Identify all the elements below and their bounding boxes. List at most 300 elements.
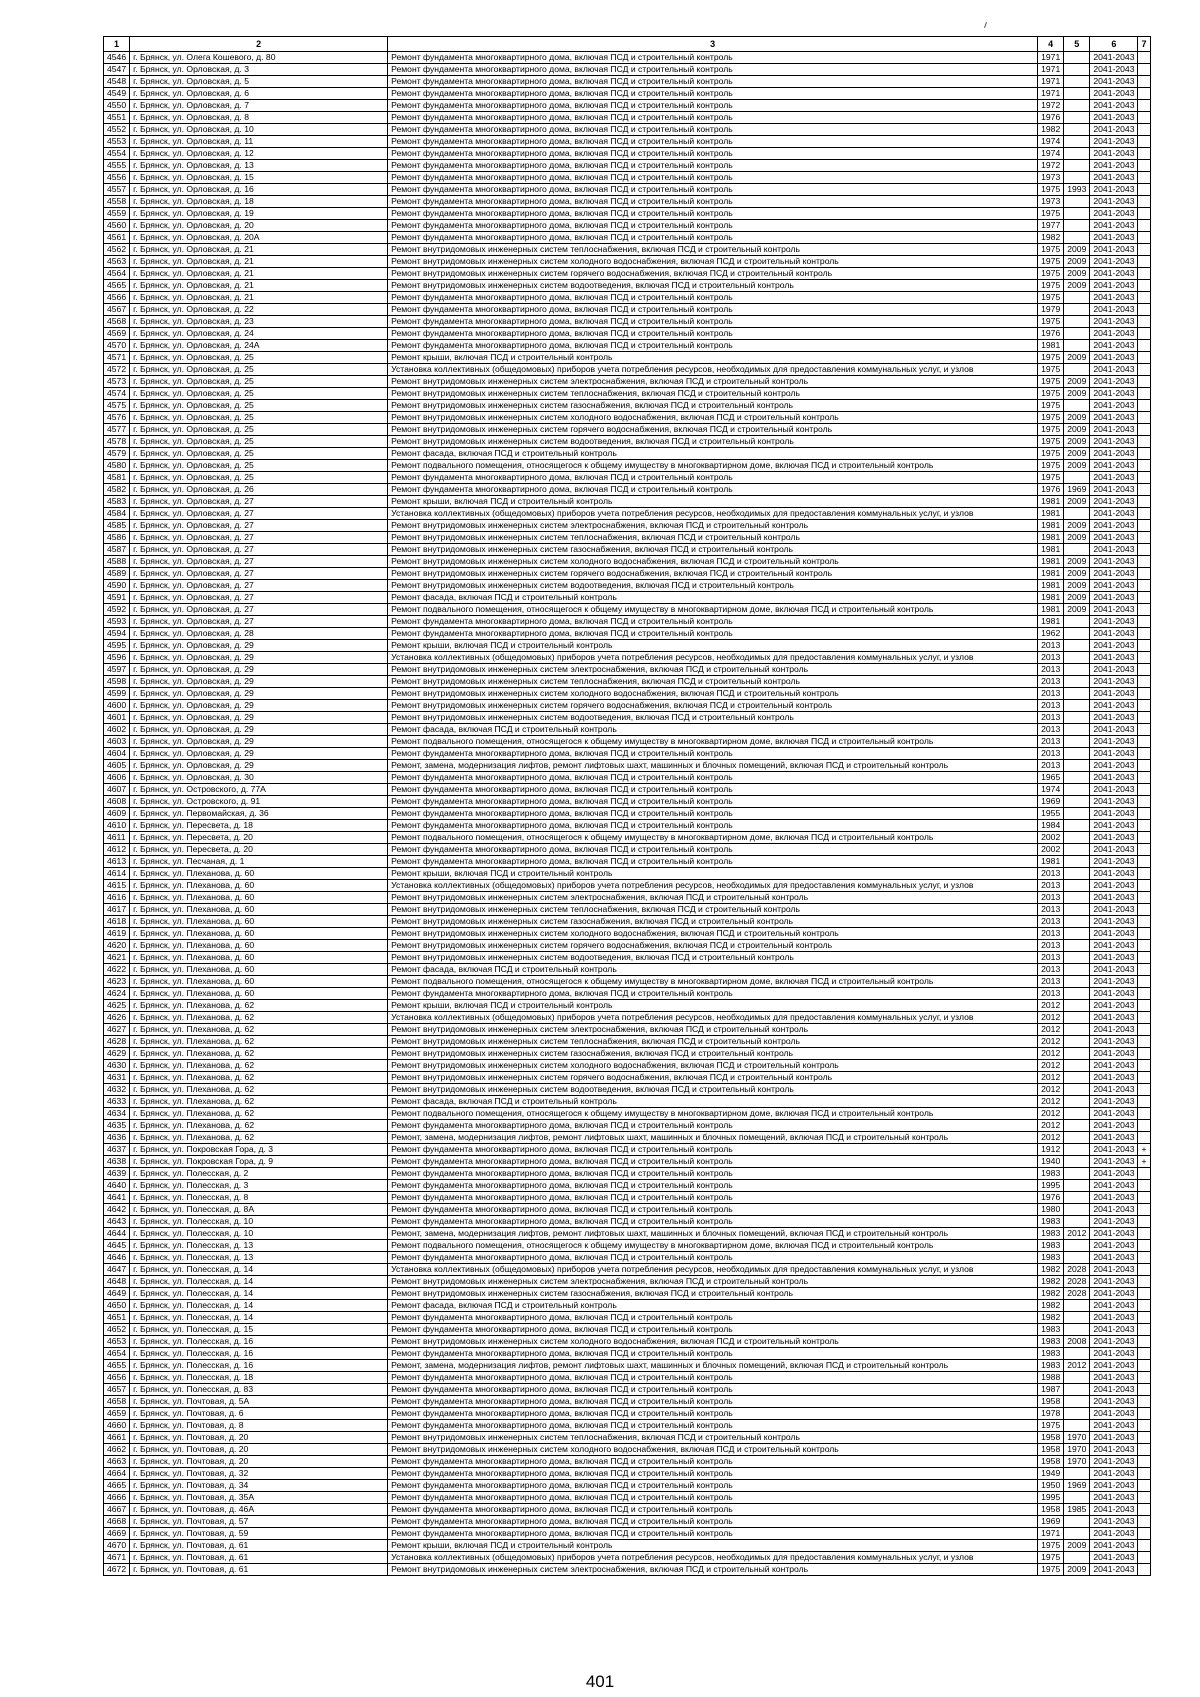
- work-type-cell: Ремонт внутридомовых инженерных систем теплоснабжения, включая ПСД и строительный контроль: [388, 1036, 1038, 1048]
- built-year-cell: 1975: [1038, 268, 1064, 280]
- built-year-cell: 1975: [1038, 316, 1064, 328]
- built-year-cell: 2013: [1038, 916, 1064, 928]
- repair-year-cell: [1064, 1324, 1090, 1336]
- repair-year-cell: [1064, 1216, 1090, 1228]
- repair-year-cell: [1064, 868, 1090, 880]
- address-cell: г. Брянск, ул. Почтовая, д. 61: [130, 1564, 388, 1576]
- planned-period-cell: 2041-2043: [1090, 832, 1138, 844]
- table-row: [104, 736, 1151, 748]
- table-row: [104, 508, 1151, 520]
- repair-year-cell: [1064, 1180, 1090, 1192]
- mark-cell: [1138, 1084, 1150, 1096]
- planned-period-cell: 2041-2043: [1090, 268, 1138, 280]
- mark-cell: [1138, 160, 1150, 172]
- work-type-cell: Ремонт внутридомовых инженерных систем водоотведения, включая ПСД и строительный контроль: [388, 1084, 1038, 1096]
- repair-year-cell: [1064, 1108, 1090, 1120]
- built-year-cell: 1976: [1038, 112, 1064, 124]
- repair-year-cell: [1064, 544, 1090, 556]
- address-cell: г. Брянск, ул. Орловская, д. 27: [130, 508, 388, 520]
- repair-year-cell: 2009: [1064, 280, 1090, 292]
- address-cell: г. Брянск, ул. Плеханова, д. 62: [130, 1036, 388, 1048]
- row-number-cell: 4558: [104, 196, 130, 208]
- row-number-cell: 4563: [104, 256, 130, 268]
- repair-year-cell: 2009: [1064, 448, 1090, 460]
- planned-period-cell: 2041-2043: [1090, 280, 1138, 292]
- built-year-cell: 1983: [1038, 1348, 1064, 1360]
- work-type-cell: Ремонт фундамента многоквартирного дома, включая ПСД и строительный контроль: [388, 1384, 1038, 1396]
- address-cell: г. Брянск, ул. Орловская, д. 25: [130, 448, 388, 460]
- row-number-cell: 4566: [104, 292, 130, 304]
- header-cell-1: 1: [104, 37, 130, 52]
- table-row: [104, 1072, 1151, 1084]
- repair-year-cell: [1064, 736, 1090, 748]
- planned-period-cell: 2041-2043: [1090, 820, 1138, 832]
- work-type-cell: Ремонт внутридомовых инженерных систем холодного водоснабжения, включая ПСД и строительный контроль: [388, 1336, 1038, 1348]
- table-row: [104, 712, 1151, 724]
- built-year-cell: 1958: [1038, 1444, 1064, 1456]
- row-number-cell: 4600: [104, 700, 130, 712]
- planned-period-cell: 2041-2043: [1090, 1312, 1138, 1324]
- work-type-cell: Ремонт фундамента многоквартирного дома, включая ПСД и строительный контроль: [388, 1528, 1038, 1540]
- mark-cell: [1138, 928, 1150, 940]
- work-type-cell: Ремонт внутридомовых инженерных систем водоотведения, включая ПСД и строительный контроль: [388, 712, 1038, 724]
- work-type-cell: Ремонт фундамента многоквартирного дома, включая ПСД и строительный контроль: [388, 472, 1038, 484]
- header-cell-5: 5: [1064, 37, 1090, 52]
- built-year-cell: 1955: [1038, 808, 1064, 820]
- row-number-cell: 4573: [104, 376, 130, 388]
- table-row: [104, 1552, 1151, 1564]
- table-row: [104, 1324, 1151, 1336]
- mark-cell: [1138, 1456, 1150, 1468]
- mark-cell: [1138, 412, 1150, 424]
- row-number-cell: 4647: [104, 1264, 130, 1276]
- address-cell: г. Брянск, ул. Почтовая, д. 20: [130, 1432, 388, 1444]
- address-cell: г. Брянск, ул. Плеханова, д. 62: [130, 1120, 388, 1132]
- planned-period-cell: 2041-2043: [1090, 1288, 1138, 1300]
- address-cell: г. Брянск, ул. Олега Кошевого, д. 80: [130, 52, 388, 64]
- planned-period-cell: 2041-2043: [1090, 304, 1138, 316]
- planned-period-cell: 2041-2043: [1090, 1300, 1138, 1312]
- table-row: [104, 472, 1151, 484]
- row-number-cell: 4646: [104, 1252, 130, 1264]
- row-number-cell: 4672: [104, 1564, 130, 1576]
- address-cell: г. Брянск, ул. Полесская, д. 14: [130, 1300, 388, 1312]
- address-cell: г. Брянск, ул. Плеханова, д. 60: [130, 964, 388, 976]
- repair-year-cell: 2009: [1064, 256, 1090, 268]
- table-row: [104, 796, 1151, 808]
- built-year-cell: 2013: [1038, 880, 1064, 892]
- mark-cell: [1138, 1072, 1150, 1084]
- planned-period-cell: 2041-2043: [1090, 1372, 1138, 1384]
- built-year-cell: 2013: [1038, 748, 1064, 760]
- mark-cell: [1138, 964, 1150, 976]
- row-number-cell: 4568: [104, 316, 130, 328]
- work-type-cell: Ремонт фундамента многоквартирного дома, включая ПСД и строительный контроль: [388, 1168, 1038, 1180]
- address-cell: г. Брянск, ул. Почтовая, д. 32: [130, 1468, 388, 1480]
- planned-period-cell: 2041-2043: [1090, 1060, 1138, 1072]
- built-year-cell: 2012: [1038, 1060, 1064, 1072]
- table-row: [104, 1204, 1151, 1216]
- mark-cell: [1138, 1108, 1150, 1120]
- repair-year-cell: [1064, 292, 1090, 304]
- work-type-cell: Ремонт внутридомовых инженерных систем холодного водоснабжения, включая ПСД и строительный контроль: [388, 688, 1038, 700]
- work-type-cell: Ремонт фундамента многоквартирного дома, включая ПСД и строительный контроль: [388, 1480, 1038, 1492]
- mark-cell: [1138, 604, 1150, 616]
- planned-period-cell: 2041-2043: [1090, 1156, 1138, 1168]
- address-cell: г. Брянск, ул. Орловская, д. 25: [130, 364, 388, 376]
- built-year-cell: 1958: [1038, 1432, 1064, 1444]
- work-type-cell: Ремонт внутридомовых инженерных систем горячего водоснабжения, включая ПСД и строительный контроль: [388, 700, 1038, 712]
- work-type-cell: Ремонт фундамента многоквартирного дома, включая ПСД и строительный контроль: [388, 1468, 1038, 1480]
- work-type-cell: Ремонт подвального помещения, относящегося к общему имуществу в многоквартирном доме, включая ПСД и строительный контроль: [388, 736, 1038, 748]
- row-number-cell: 4571: [104, 352, 130, 364]
- row-number-cell: 4665: [104, 1480, 130, 1492]
- built-year-cell: 1981: [1038, 604, 1064, 616]
- mark-cell: [1138, 976, 1150, 988]
- built-year-cell: 1974: [1038, 136, 1064, 148]
- table-row: [104, 1192, 1151, 1204]
- work-type-cell: Ремонт, замена, модернизация лифтов, ремонт лифтовых шахт, машинных и блочных помещений, включая ПСД и строительный контроль: [388, 1228, 1038, 1240]
- built-year-cell: 1981: [1038, 556, 1064, 568]
- mark-cell: [1138, 184, 1150, 196]
- built-year-cell: 1983: [1038, 1216, 1064, 1228]
- planned-period-cell: 2041-2043: [1090, 1048, 1138, 1060]
- built-year-cell: 2012: [1038, 1096, 1064, 1108]
- repair-year-cell: 2012: [1064, 1228, 1090, 1240]
- mark-cell: [1138, 196, 1150, 208]
- repair-year-cell: [1064, 640, 1090, 652]
- built-year-cell: 2013: [1038, 952, 1064, 964]
- planned-period-cell: 2041-2043: [1090, 520, 1138, 532]
- built-year-cell: 1975: [1038, 280, 1064, 292]
- work-type-cell: Ремонт фундамента многоквартирного дома, включая ПСД и строительный контроль: [388, 1324, 1038, 1336]
- work-type-cell: Ремонт внутридомовых инженерных систем теплоснабжения, включая ПСД и строительный контроль: [388, 1432, 1038, 1444]
- row-number-cell: 4618: [104, 916, 130, 928]
- built-year-cell: 2013: [1038, 712, 1064, 724]
- table-row: [104, 688, 1151, 700]
- table-row: [104, 1264, 1151, 1276]
- repair-year-cell: [1064, 700, 1090, 712]
- table-row: [104, 1276, 1151, 1288]
- planned-period-cell: 2041-2043: [1090, 1516, 1138, 1528]
- table-row: [104, 112, 1151, 124]
- mark-cell: [1138, 304, 1150, 316]
- row-number-cell: 4576: [104, 412, 130, 424]
- repair-year-cell: [1064, 64, 1090, 76]
- repair-year-cell: [1064, 340, 1090, 352]
- table-row: [104, 1168, 1151, 1180]
- mark-cell: [1138, 628, 1150, 640]
- row-number-cell: 4636: [104, 1132, 130, 1144]
- repair-year-cell: [1064, 196, 1090, 208]
- row-number-cell: 4639: [104, 1168, 130, 1180]
- planned-period-cell: 2041-2043: [1090, 1120, 1138, 1132]
- work-type-cell: Ремонт фундамента многоквартирного дома, включая ПСД и строительный контроль: [388, 1372, 1038, 1384]
- built-year-cell: 1982: [1038, 1264, 1064, 1276]
- table-row: [104, 1036, 1151, 1048]
- work-type-cell: Установка коллективных (общедомовых) приборов учета потребления ресурсов, необходимых для предоставления коммунальных услуг, и узлов: [388, 508, 1038, 520]
- row-number-cell: 4619: [104, 928, 130, 940]
- work-type-cell: Ремонт подвального помещения, относящегося к общему имуществу в многоквартирном доме, включая ПСД и строительный контроль: [388, 976, 1038, 988]
- table-row: [104, 64, 1151, 76]
- table-row: [104, 1288, 1151, 1300]
- work-type-cell: Ремонт фундамента многоквартирного дома, включая ПСД и строительный контроль: [388, 76, 1038, 88]
- table-row: [104, 1012, 1151, 1024]
- mark-cell: [1138, 784, 1150, 796]
- header-cell-7: 7: [1138, 37, 1150, 52]
- repair-year-cell: [1064, 880, 1090, 892]
- built-year-cell: 1987: [1038, 1384, 1064, 1396]
- table-row: [104, 1528, 1151, 1540]
- built-year-cell: 1983: [1038, 1240, 1064, 1252]
- repair-year-cell: [1064, 652, 1090, 664]
- work-type-cell: Ремонт фасада, включая ПСД и строительный контроль: [388, 964, 1038, 976]
- planned-period-cell: 2041-2043: [1090, 988, 1138, 1000]
- planned-period-cell: 2041-2043: [1090, 148, 1138, 160]
- work-type-cell: Ремонт фундамента многоквартирного дома, включая ПСД и строительный контроль: [388, 160, 1038, 172]
- planned-period-cell: 2041-2043: [1090, 1252, 1138, 1264]
- row-number-cell: 4612: [104, 844, 130, 856]
- address-cell: г. Брянск, ул. Пересвета, д. 18: [130, 820, 388, 832]
- repair-year-cell: [1064, 1240, 1090, 1252]
- row-number-cell: 4565: [104, 280, 130, 292]
- planned-period-cell: 2041-2043: [1090, 88, 1138, 100]
- address-cell: г. Брянск, ул. Почтовая, д. 57: [130, 1516, 388, 1528]
- row-number-cell: 4621: [104, 952, 130, 964]
- planned-period-cell: 2041-2043: [1090, 1108, 1138, 1120]
- built-year-cell: 1971: [1038, 1528, 1064, 1540]
- table-row: [104, 1540, 1151, 1552]
- work-type-cell: Ремонт фундамента многоквартирного дома, включая ПСД и строительный контроль: [388, 112, 1038, 124]
- repair-year-cell: [1064, 712, 1090, 724]
- table-row: [104, 220, 1151, 232]
- built-year-cell: 1975: [1038, 388, 1064, 400]
- table-row: [104, 880, 1151, 892]
- built-year-cell: 2013: [1038, 928, 1064, 940]
- header-cell-3: 3: [388, 37, 1038, 52]
- planned-period-cell: 2041-2043: [1090, 1480, 1138, 1492]
- mark-cell: [1138, 1564, 1150, 1576]
- repair-year-cell: 2009: [1064, 1540, 1090, 1552]
- work-type-cell: Ремонт фундамента многоквартирного дома, включая ПСД и строительный контроль: [388, 1396, 1038, 1408]
- mark-cell: [1138, 496, 1150, 508]
- row-number-cell: 4654: [104, 1348, 130, 1360]
- row-number-cell: 4653: [104, 1336, 130, 1348]
- planned-period-cell: 2041-2043: [1090, 556, 1138, 568]
- address-cell: г. Брянск, ул. Орловская, д. 27: [130, 520, 388, 532]
- row-number-cell: 4660: [104, 1420, 130, 1432]
- work-type-cell: Ремонт фундамента многоквартирного дома, включая ПСД и строительный контроль: [388, 316, 1038, 328]
- mark-cell: [1138, 1036, 1150, 1048]
- built-year-cell: 1983: [1038, 1360, 1064, 1372]
- built-year-cell: 1975: [1038, 292, 1064, 304]
- work-type-cell: Ремонт фундамента многоквартирного дома, включая ПСД и строительный контроль: [388, 232, 1038, 244]
- planned-period-cell: 2041-2043: [1090, 460, 1138, 472]
- work-type-cell: Ремонт фундамента многоквартирного дома, включая ПСД и строительный контроль: [388, 784, 1038, 796]
- address-cell: г. Брянск, ул. Орловская, д. 10: [130, 124, 388, 136]
- mark-cell: [1138, 1288, 1150, 1300]
- planned-period-cell: 2041-2043: [1090, 784, 1138, 796]
- work-type-cell: Ремонт подвального помещения, относящегося к общему имуществу в многоквартирном доме, включая ПСД и строительный контроль: [388, 1108, 1038, 1120]
- built-year-cell: 1981: [1038, 544, 1064, 556]
- mark-cell: [1138, 376, 1150, 388]
- planned-period-cell: 2041-2043: [1090, 184, 1138, 196]
- repair-year-cell: [1064, 1000, 1090, 1012]
- address-cell: г. Брянск, ул. Плеханова, д. 60: [130, 868, 388, 880]
- mark-cell: [1138, 388, 1150, 400]
- work-type-cell: Ремонт фундамента многоквартирного дома, включая ПСД и строительный контроль: [388, 1312, 1038, 1324]
- planned-period-cell: 2041-2043: [1090, 964, 1138, 976]
- built-year-cell: 1988: [1038, 1372, 1064, 1384]
- table-row: [104, 100, 1151, 112]
- table-row: [104, 148, 1151, 160]
- work-type-cell: Ремонт фундамента многоквартирного дома, включая ПСД и строительный контроль: [388, 1348, 1038, 1360]
- planned-period-cell: 2041-2043: [1090, 172, 1138, 184]
- table-row: [104, 1444, 1151, 1456]
- work-type-cell: Ремонт фундамента многоквартирного дома, включая ПСД и строительный контроль: [388, 616, 1038, 628]
- built-year-cell: 1974: [1038, 784, 1064, 796]
- repair-year-cell: [1064, 112, 1090, 124]
- work-type-cell: Ремонт подвального помещения, относящегося к общему имуществу в многоквартирном доме, включая ПСД и строительный контроль: [388, 832, 1038, 844]
- planned-period-cell: 2041-2043: [1090, 1084, 1138, 1096]
- work-type-cell: Ремонт внутридомовых инженерных систем водоотведения, включая ПСД и строительный контроль: [388, 280, 1038, 292]
- mark-cell: [1138, 172, 1150, 184]
- row-number-cell: 4564: [104, 268, 130, 280]
- mark-cell: [1138, 328, 1150, 340]
- repair-year-cell: 2009: [1064, 388, 1090, 400]
- work-type-cell: Ремонт внутридомовых инженерных систем водоотведения, включая ПСД и строительный контроль: [388, 436, 1038, 448]
- mark-cell: [1138, 364, 1150, 376]
- table-row: [104, 1396, 1151, 1408]
- address-cell: г. Брянск, ул. Полесская, д. 83: [130, 1384, 388, 1396]
- row-number-cell: 4560: [104, 220, 130, 232]
- mark-cell: [1138, 1252, 1150, 1264]
- address-cell: г. Брянск, ул. Орловская, д. 5: [130, 76, 388, 88]
- built-year-cell: 1981: [1038, 532, 1064, 544]
- work-type-cell: Ремонт внутридомовых инженерных систем холодного водоснабжения, включая ПСД и строительный контроль: [388, 556, 1038, 568]
- repair-year-cell: [1064, 976, 1090, 988]
- repair-year-cell: [1064, 724, 1090, 736]
- mark-cell: [1138, 1432, 1150, 1444]
- table-row: [104, 1144, 1151, 1156]
- planned-period-cell: 2041-2043: [1090, 700, 1138, 712]
- mark-cell: [1138, 220, 1150, 232]
- address-cell: г. Брянск, ул. Плеханова, д. 62: [130, 1048, 388, 1060]
- built-year-cell: 1973: [1038, 196, 1064, 208]
- table-row: [104, 856, 1151, 868]
- repair-year-cell: [1064, 748, 1090, 760]
- row-number-cell: 4661: [104, 1432, 130, 1444]
- repair-year-cell: [1064, 628, 1090, 640]
- built-year-cell: 1975: [1038, 1540, 1064, 1552]
- row-number-cell: 4553: [104, 136, 130, 148]
- mark-cell: [1138, 1396, 1150, 1408]
- built-year-cell: 1995: [1038, 1492, 1064, 1504]
- mark-cell: [1138, 1024, 1150, 1036]
- row-number-cell: 4570: [104, 340, 130, 352]
- row-number-cell: 4595: [104, 640, 130, 652]
- built-year-cell: 2013: [1038, 676, 1064, 688]
- repair-year-cell: [1064, 1012, 1090, 1024]
- repair-year-cell: [1064, 844, 1090, 856]
- mark-cell: [1138, 952, 1150, 964]
- mark-cell: [1138, 1384, 1150, 1396]
- planned-period-cell: 2041-2043: [1090, 1564, 1138, 1576]
- table-row: [104, 1228, 1151, 1240]
- mark-cell: [1138, 580, 1150, 592]
- repair-year-cell: [1064, 784, 1090, 796]
- built-year-cell: 2013: [1038, 688, 1064, 700]
- work-type-cell: Ремонт фундамента многоквартирного дома, включая ПСД и строительный контроль: [388, 1516, 1038, 1528]
- mark-cell: [1138, 664, 1150, 676]
- repair-year-cell: 2009: [1064, 412, 1090, 424]
- built-year-cell: 2012: [1038, 1012, 1064, 1024]
- table-row: [104, 436, 1151, 448]
- repair-year-cell: [1064, 796, 1090, 808]
- table-row: [104, 1120, 1151, 1132]
- table-row: [104, 172, 1151, 184]
- address-cell: г. Брянск, ул. Плеханова, д. 62: [130, 1000, 388, 1012]
- mark-cell: [1138, 844, 1150, 856]
- built-year-cell: 1983: [1038, 1336, 1064, 1348]
- mark-cell: [1138, 292, 1150, 304]
- work-type-cell: Ремонт фундамента многоквартирного дома, включая ПСД и строительный контроль: [388, 1156, 1038, 1168]
- built-year-cell: 2012: [1038, 1024, 1064, 1036]
- repair-year-cell: [1064, 1252, 1090, 1264]
- planned-period-cell: 2041-2043: [1090, 1240, 1138, 1252]
- table-row: [104, 1024, 1151, 1036]
- address-cell: г. Брянск, ул. Полесская, д. 3: [130, 1180, 388, 1192]
- mark-cell: [1138, 280, 1150, 292]
- work-type-cell: Ремонт фундамента многоквартирного дома, включая ПСД и строительный контроль: [388, 1420, 1038, 1432]
- table-row: [104, 904, 1151, 916]
- mark-cell: [1138, 1504, 1150, 1516]
- table-row: [104, 832, 1151, 844]
- repair-year-cell: 2009: [1064, 436, 1090, 448]
- address-cell: г. Брянск, ул. Почтовая, д. 6: [130, 1408, 388, 1420]
- row-number-cell: 4579: [104, 448, 130, 460]
- address-cell: г. Брянск, ул. Полесская, д. 10: [130, 1228, 388, 1240]
- work-type-cell: Ремонт фундамента многоквартирного дома, включая ПСД и строительный контроль: [388, 628, 1038, 640]
- work-type-cell: Ремонт фундамента многоквартирного дома, включая ПСД и строительный контроль: [388, 208, 1038, 220]
- address-cell: г. Брянск, ул. Орловская, д. 27: [130, 568, 388, 580]
- row-number-cell: 4615: [104, 880, 130, 892]
- mark-cell: [1138, 1060, 1150, 1072]
- row-number-cell: 4597: [104, 664, 130, 676]
- mark-cell: [1138, 1132, 1150, 1144]
- built-year-cell: 1976: [1038, 484, 1064, 496]
- built-year-cell: 1981: [1038, 592, 1064, 604]
- work-type-cell: Установка коллективных (общедомовых) приборов учета потребления ресурсов, необходимых для предоставления коммунальных услуг, и узлов: [388, 652, 1038, 664]
- row-number-cell: 4634: [104, 1108, 130, 1120]
- repair-year-cell: [1064, 1468, 1090, 1480]
- work-type-cell: Ремонт фундамента многоквартирного дома, включая ПСД и строительный контроль: [388, 136, 1038, 148]
- built-year-cell: 1912: [1038, 1144, 1064, 1156]
- address-cell: г. Брянск, ул. Орловская, д. 27: [130, 580, 388, 592]
- built-year-cell: 2012: [1038, 1036, 1064, 1048]
- row-number-cell: 4637: [104, 1144, 130, 1156]
- repair-year-cell: [1064, 988, 1090, 1000]
- work-type-cell: Ремонт крыши, включая ПСД и строительный контроль: [388, 868, 1038, 880]
- table-row: [104, 964, 1151, 976]
- row-number-cell: 4641: [104, 1192, 130, 1204]
- row-number-cell: 4551: [104, 112, 130, 124]
- address-cell: г. Брянск, ул. Полесская, д. 2: [130, 1168, 388, 1180]
- built-year-cell: 1981: [1038, 508, 1064, 520]
- address-cell: г. Брянск, ул. Орловская, д. 21: [130, 280, 388, 292]
- repair-year-cell: [1064, 1396, 1090, 1408]
- table-row: [104, 580, 1151, 592]
